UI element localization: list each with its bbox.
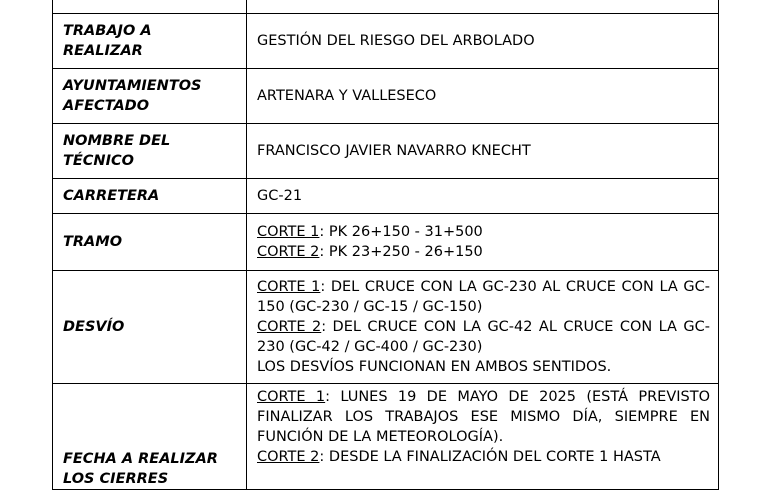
table-row-fecha (53, 384, 719, 490)
tramo-corte1-label: CORTE 1 (257, 224, 320, 240)
fecha-label-line1: FECHA A REALIZAR (63, 451, 218, 467)
tramo-label: TRAMO (53, 214, 247, 271)
table-row-top (53, 0, 719, 14)
info-table (52, 0, 719, 490)
tramo-value (247, 214, 719, 271)
trabajo-label (53, 14, 247, 69)
desvio-corte2-text: : DEL CRUCE CON LA GC-42 AL CRUCE CON LA GC-230 (GC-42 / GC-400 / GC-230) (257, 319, 710, 355)
table-row-desvio (53, 271, 719, 384)
tramo-corte1-text: : PK 26+150 - 31+500 (319, 224, 483, 240)
desvio-corte1-label: CORTE 1 (257, 279, 321, 295)
tramo-corte2-text: : PK 23+250 - 26+150 (319, 244, 483, 260)
carretera-value: GC-21 (247, 179, 719, 214)
ayuntamientos-value: ARTENARA Y VALLESECO (247, 69, 719, 124)
tramo-corte1 (257, 222, 710, 242)
tramo-corte2-label: CORTE 2 (257, 244, 320, 260)
fecha-label-line2: LOS CIERRES (63, 471, 169, 487)
top-label-cell (53, 0, 247, 14)
nombre-label (53, 124, 247, 179)
table-row-trabajo (53, 14, 719, 69)
desvio-corte2-label: CORTE 2 (257, 319, 322, 335)
nombre-label-line2: TÉCNICO (63, 153, 134, 169)
tramo-corte2 (257, 242, 710, 262)
nombre-label-line1: NOMBRE DEL (63, 133, 171, 149)
fecha-corte2-text: : DESDE LA FINALIZACIÓN DEL CORTE 1 HASTA (319, 449, 661, 465)
table-row-carretera (53, 179, 719, 214)
nombre-value: FRANCISCO JAVIER NAVARRO KNECHT (247, 124, 719, 179)
trabajo-value: GESTIÓN DEL RIESGO DEL ARBOLADO (247, 14, 719, 69)
table-row-tramo (53, 214, 719, 271)
fecha-corte1-text: : LUNES 19 DE MAYO DE 2025 (ESTÁ PREVISTO FINALIZAR LOS TRABAJOS ESE MISMO DÍA, SIEMPRE EN FUNCIÓN DE LA METEOROLOGÍA). (257, 389, 710, 445)
fecha-value (247, 384, 719, 490)
desvio-corte1 (257, 277, 710, 317)
fecha-corte1-label: CORTE 1 (257, 389, 326, 405)
ayuntamientos-label-line1: AYUNTAMIENTOS (63, 78, 202, 94)
table-row-ayuntamientos (53, 69, 719, 124)
desvio-value (247, 271, 719, 384)
fecha-corte2 (257, 447, 710, 467)
top-value-cell (247, 0, 719, 14)
trabajo-label-line2: REALIZAR (63, 43, 143, 59)
fecha-corte2-label: CORTE 2 (257, 449, 320, 465)
desvio-corte2 (257, 317, 710, 357)
table-row-nombre (53, 124, 719, 179)
desvio-corte1-text: : DEL CRUCE CON LA GC-230 AL CRUCE CON LA GC-150 (GC-230 / GC-15 / GC-150) (257, 279, 710, 315)
trabajo-label-line1: TRABAJO A (63, 23, 152, 39)
fecha-label (53, 384, 247, 490)
fecha-corte1 (257, 387, 710, 447)
ayuntamientos-label (53, 69, 247, 124)
ayuntamientos-label-line2: AFECTADO (63, 98, 150, 114)
desvio-note: LOS DESVÍOS FUNCIONAN EN AMBOS SENTIDOS. (257, 359, 612, 375)
desvio-label: DESVÍO (53, 271, 247, 384)
carretera-label: CARRETERA (53, 179, 247, 214)
